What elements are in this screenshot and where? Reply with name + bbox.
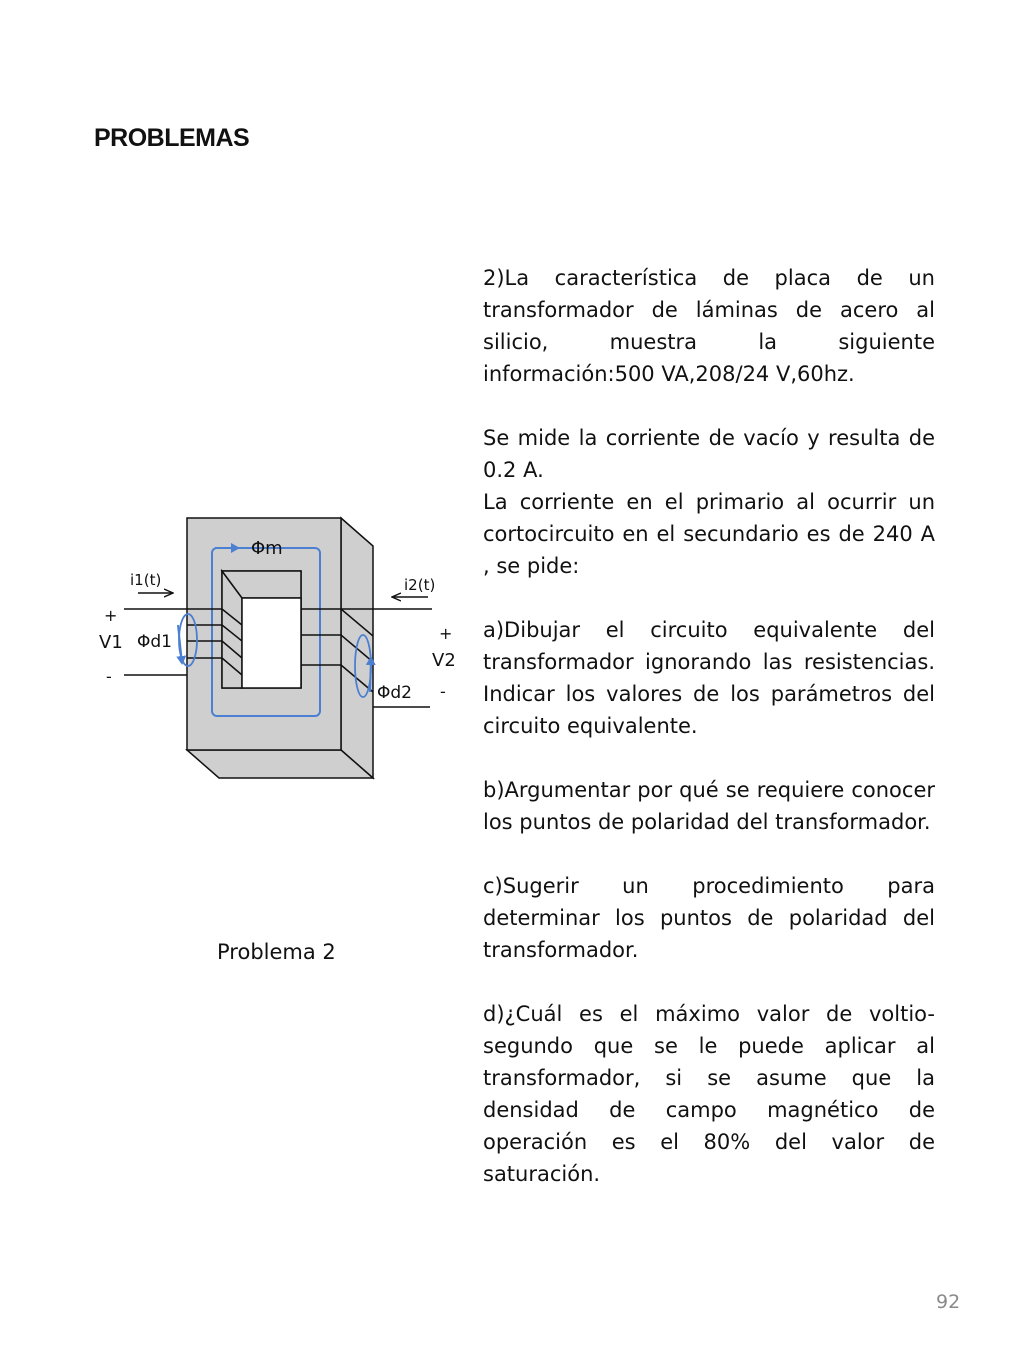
question-c: c)Sugerir un procedimiento para determinar los puntos de polaridad del transformador.	[483, 874, 935, 962]
leakage-flux-secondary-arrow	[370, 658, 371, 692]
question-b: b)Argumentar por qué se requiere conocer los puntos de polaridad del transformador.	[483, 778, 935, 834]
phi-m-label: Φm	[251, 538, 283, 559]
page-heading: PROBLEMAS	[94, 124, 250, 152]
v1-minus-label: -	[106, 667, 112, 686]
core-bottom-face	[187, 750, 373, 778]
v2-minus-label: -	[440, 682, 446, 701]
v2-label: V2	[432, 650, 456, 671]
v2-plus-label: +	[439, 624, 453, 643]
v1-label: V1	[99, 632, 123, 653]
question-d: d)¿Cuál es el máximo valor de voltio-segundo que se le puede aplicar al transformador, si se asume que la densidad de campo magnético de operación es el 80% del valor de saturación.	[483, 1002, 935, 1186]
problem-statement	[483, 262, 935, 1190]
figure-caption: Problema 2	[217, 940, 336, 964]
page-number: 92	[936, 1291, 961, 1313]
problem-intro: 2)La característica de placa de un transformador de láminas de acero al silicio, muestra la siguiente información:500 VA,208/24 V,60hz.	[483, 266, 935, 386]
problem-short-circuit: La corriente en el primario al ocurrir un cortocircuito en el secundario es de 240 A , se pide:	[483, 490, 935, 578]
phi-d2-label: Φd2	[377, 683, 412, 703]
i1-label: i1(t)	[130, 571, 162, 589]
question-a: a)Dibujar el circuito equivalente del transformador ignorando las resistencias. Indicar los valores de los parámetros del circuito equivalente.	[483, 618, 935, 738]
v1-plus-label: +	[104, 606, 118, 625]
i2-label: i2(t)	[404, 576, 436, 594]
phi-d1-label: Φd1	[137, 632, 172, 652]
problem-no-load-current: Se mide la corriente de vacío y resulta de 0.2 A.	[483, 426, 935, 482]
